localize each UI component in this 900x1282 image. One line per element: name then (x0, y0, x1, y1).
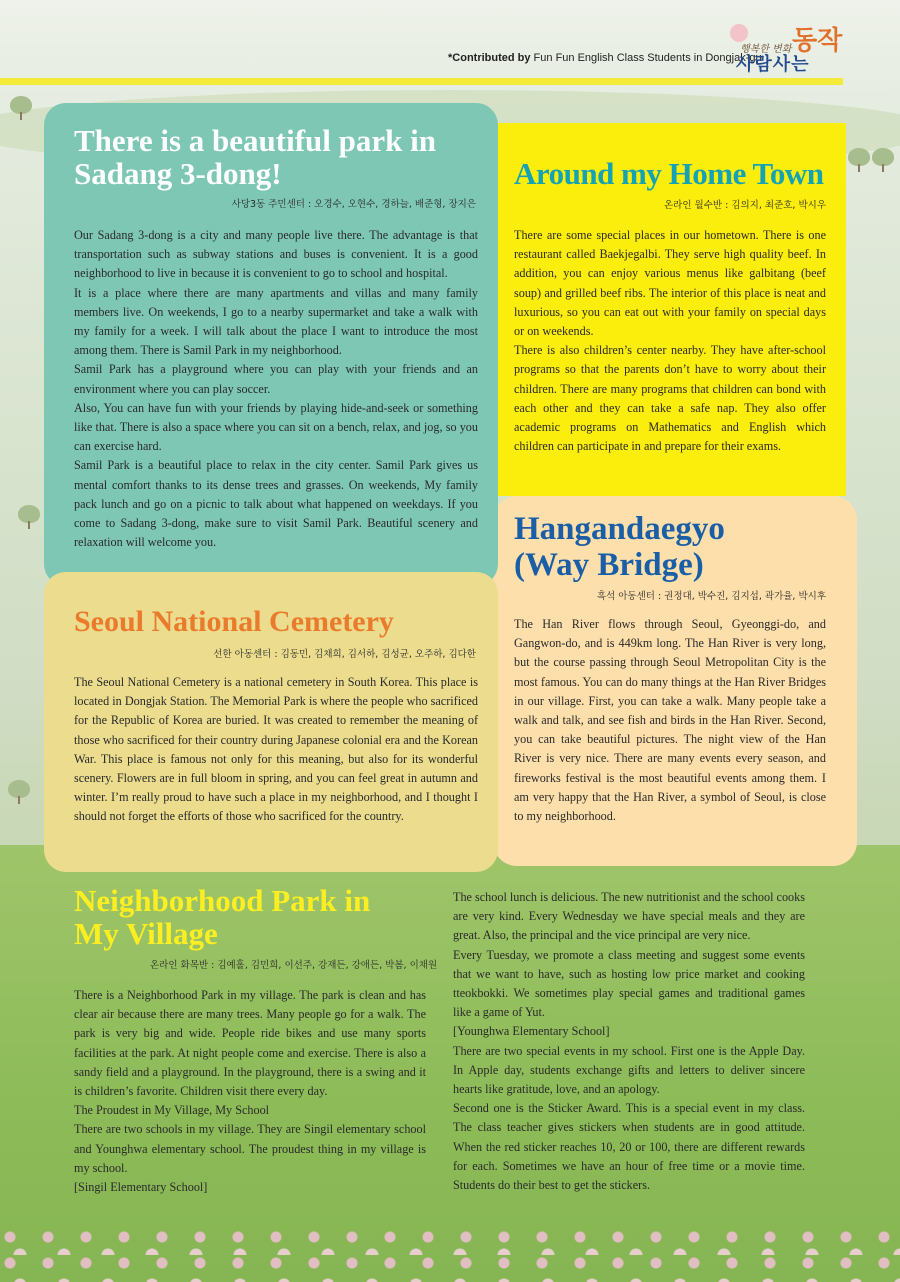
neighborhood-title (74, 884, 370, 951)
hangang-title-line1: Hangandaegyo (514, 511, 725, 547)
neighborhood-subheading: The Proudest in My Village, My School (74, 1103, 270, 1118)
dongjak-logo (722, 18, 852, 78)
neighborhood-paragraph: The school lunch is delicious. The new nutritionist and the school cooks are very kind. Every Wednesday we have special meals and they are great. Also, the principal and the vice principal are very nice. (453, 890, 805, 943)
sadang-paragraph: Samil Park has a playground where you can play with your friends and an environment where you can play soccer. (74, 362, 478, 396)
hometown-paragraph: There are some special places in our hometown. There is one restaurant called Baekjegalbi. They serve high quality beef. In addition, you can enjoy various menus like galbitang (beef soup) and grilled beef ribs. The interior of this place is neat and luxurious, so you can eat out with your family on special days or on weekends. (514, 228, 826, 339)
sadang-paragraph: Also, You can have fun with your friends by playing hide-and-seek or something like that. There is also a space where you can sit on a bench, relax, and jog, so you can exercise hard. (74, 400, 478, 454)
neighborhood-paragraph: There is a Neighborhood Park in my village. The park is clean and has clear air because there are many trees. Many people go for a walk. The park is very big and wide. People ride bikes and use many sports facilities at the park. At night people come and exercise. There is also a sandy field and a playground. In the playground, there is a swing and it is children’s favorite. Children visit there every day. (74, 988, 426, 1099)
credit-prefix: *Contributed by (448, 52, 531, 64)
background-tree (848, 148, 870, 166)
header-divider (0, 78, 843, 85)
neighborhood-title-line1: Neighborhood Park in (74, 883, 371, 918)
flower-border (0, 1225, 900, 1282)
sadang-title-line2: Sadang 3-dong! (74, 156, 282, 192)
hometown-body (514, 226, 826, 456)
neighborhood-paragraph: There are two special events in my school. First one is the Apple Day. In Apple day, students exchange gifts and letters to deliver sincere hearts like gratitude, love, and an apology. (453, 1043, 805, 1097)
neighborhood-subheading: [Younghwa Elementary School] (453, 1024, 610, 1039)
neighborhood-subheading: [Singil Elementary School] (74, 1180, 208, 1195)
neighborhood-paragraph: Every Tuesday, we promote a class meeting and suggest some events that we want to have, such as hosting low price market and cooking tteokbokki. We sometimes play special games and traditional games like a game of Yut. (453, 947, 805, 1020)
contributor-credit (448, 52, 762, 64)
neighborhood-title-line2: My Village (74, 916, 218, 952)
logo-tagline: 행복한 변화 (740, 44, 792, 55)
cemetery-paragraph: The Seoul National Cemetery is a national cemetery in South Korea. This place is located in Dongjak Station. The Memorial Park is where the people who sacrificed for the Republic of Korea are buried. It was created to remember the meaning of those who sacrificed for their country during Japanese colonial era and the Korean War. This place is famous not only for this meaning, but also for its wonderful scenery. Flowers are in full bloom in spring, and you can feel great in autumn and winter. I’m really proud to have such a place in my neighborhood, and I thought I should not forget the efforts of those who sacrificed for the country. (74, 675, 478, 824)
sadang-body (74, 226, 478, 552)
sadang-paragraph: Samil Park is a beautiful place to relax in the city center. Samil Park gives us mental comfort thanks to its dense trees and grasses. On weekends, My family pack lunch and go on a picnic to talk about what happened on weekdays. If you come to Sadang 3-dong, make sure to visit Samil Park. Beautiful scenery and relaxation will welcome you. (74, 458, 478, 550)
sadang-title-line1: There is a beautiful park in (74, 123, 437, 158)
background-tree (872, 148, 894, 166)
neighborhood-paragraph: There are two schools in my village. They are Singil elementary school and Younghwa elementary school. The proudest thing in my village is my school. (74, 1122, 426, 1175)
sadang-title (74, 124, 436, 191)
hangang-paragraph: The Han River flows through Seoul, Gyeonggi-do, and Gangwon-do, and is 449km long. The Han River is very long, but the course passing through Seoul Metropolitan City is the most famous. You can do many things at the Han River Bridges in our village. First, you can take a walk. Many people take a walk and talk, and see fish and birds in the Han River. Second, you can take beautiful pictures. The night view of the Han River is very nice. There are many events every season, and fireworks festival is the most beautiful events among them. I am very happy that the Han River, a symbol of Seoul, is close to my neighborhood. (514, 617, 826, 824)
logo-dong-text: 동작 (792, 26, 843, 56)
hangang-title-line2: (Way Bridge) (514, 546, 704, 583)
hangang-body (514, 615, 826, 826)
hangang-authors: 흑석 아동센터 : 권정대, 박수진, 김지섭, 곽가율, 박시후 (596, 591, 826, 602)
background-tree (18, 505, 40, 523)
cemetery-title: Seoul National Cemetery (74, 605, 394, 638)
neighborhood-authors: 온라인 화목반 : 김예홀, 김민희, 이선주, 강재든, 강애든, 박봄, 이채원 (150, 960, 438, 971)
hometown-paragraph: There is also children’s center nearby. They have after-school programs so that the parents don’t have to worry about their children. There are many programs that children can bond with each other and they can take a safe nap. They also offer academic programs on Mathematics and English which children can participate in and prepare for their exams. (514, 343, 826, 454)
hometown-title: Around my Home Town (514, 156, 824, 191)
sadang-authors: 사당3동 주민센터 : 오경수, 오현수, 경하늘, 배준형, 장지은 (231, 199, 476, 210)
background-tree (8, 780, 30, 798)
neighborhood-paragraph: Second one is the Sticker Award. This is a special event in my class. The class teacher gives stickers when students are in good attitude. When the red sticker reaches 10, 20 or 100, there are different rewards for each. Sometimes we have an hour of free time or a movie time. Students do their best to get the stickers. (453, 1101, 805, 1193)
logo-main-text: 사람사는 (736, 54, 810, 75)
neighborhood-body-left (74, 986, 426, 1197)
neighborhood-body-right (453, 888, 805, 1195)
hometown-authors: 온라인 월수반 : 김의지, 최준호, 박시우 (664, 200, 826, 211)
credit-text: Fun Fun English Class Students in Dongjak-gu (530, 52, 762, 64)
background-tree (10, 96, 32, 114)
hangang-title (514, 512, 725, 583)
cemetery-authors: 선한 아동센터 : 김동민, 김채희, 김서하, 김성균, 오주하, 김다한 (213, 649, 476, 660)
sadang-paragraph: It is a place where there are many apartments and villas and many family members live. On weekends, I go to a nearby supermarket and take a walk with my family for a week. I will talk about the place I want to introduce the most among them. There is Samil Park in my neighborhood. (74, 285, 478, 358)
cemetery-body (74, 673, 478, 827)
sadang-paragraph: Our Sadang 3-dong is a city and many people live there. The advantage is that transportation such as subway stations and buses is convenient. It is a good neighborhood to live in because it is convenient to go to school and hospital. (74, 228, 478, 281)
